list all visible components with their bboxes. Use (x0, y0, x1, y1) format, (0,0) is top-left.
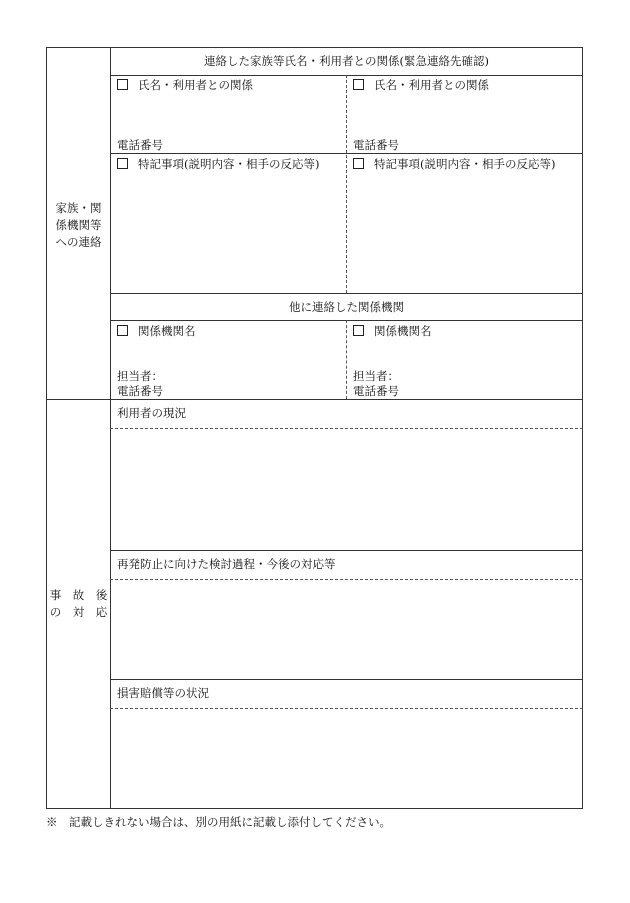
agency-left-person-label: 担当者： (117, 369, 163, 383)
family-contact-side-label: 家族・関 係機関等 への連絡 (55, 201, 102, 249)
checkbox[interactable] (353, 158, 364, 169)
checkbox[interactable] (117, 325, 128, 336)
checkbox[interactable] (353, 79, 364, 90)
agency-header: 他に連絡した関係機関 (289, 300, 404, 314)
contact-left-name: 氏名・利用者との関係 (117, 78, 253, 92)
prevention-top-divider (110, 550, 583, 551)
checkbox[interactable] (353, 325, 364, 336)
damages-top-divider (110, 679, 583, 680)
contact-right-name: 氏名・利用者との関係 (353, 78, 489, 92)
contact-right-phone-label: 電話番号 (353, 138, 399, 152)
footnote: ※ 記載しきれない場合は、別の用紙に記載し添付してください。 (46, 815, 391, 829)
table-left-border (46, 47, 47, 808)
agency-right-name: 関係機関名 (353, 324, 432, 338)
checkbox[interactable] (117, 79, 128, 90)
damages-label: 損害賠償等の状況 (117, 686, 209, 700)
current-status-label: 利用者の現況 (117, 406, 186, 420)
agency-left-phone-label: 電話番号 (117, 384, 163, 398)
family-contact-header: 連絡した家族等氏名・利用者との関係(緊急連絡先確認) (204, 54, 489, 68)
agency-right-phone-label: 電話番号 (353, 384, 399, 398)
damages-dashed-rule (110, 708, 583, 709)
checkbox[interactable] (117, 158, 128, 169)
current-status-dashed-rule (110, 428, 583, 429)
table-top-border (46, 47, 583, 48)
section-divider (46, 399, 583, 400)
contact-right-notes: 特記事項(説明内容・相手の反応等) (353, 157, 555, 171)
agency-left-name: 関係機関名 (117, 324, 196, 338)
table-bottom-border (46, 808, 583, 809)
agency-right-person-label: 担当者： (353, 369, 399, 383)
agency-header-top-divider (110, 293, 583, 294)
contact-left-phone-label: 電話番号 (117, 138, 163, 152)
agency-column-split (346, 320, 347, 399)
contact-left-notes: 特記事項(説明内容・相手の反応等) (117, 157, 319, 171)
contact-column-split (346, 75, 347, 293)
post-accident-side-label: 事 故 後 の 対 応 (49, 588, 108, 619)
prevention-label: 再発防止に向けた検討過程・今後の対応等 (117, 557, 336, 571)
prevention-dashed-rule (110, 579, 583, 580)
